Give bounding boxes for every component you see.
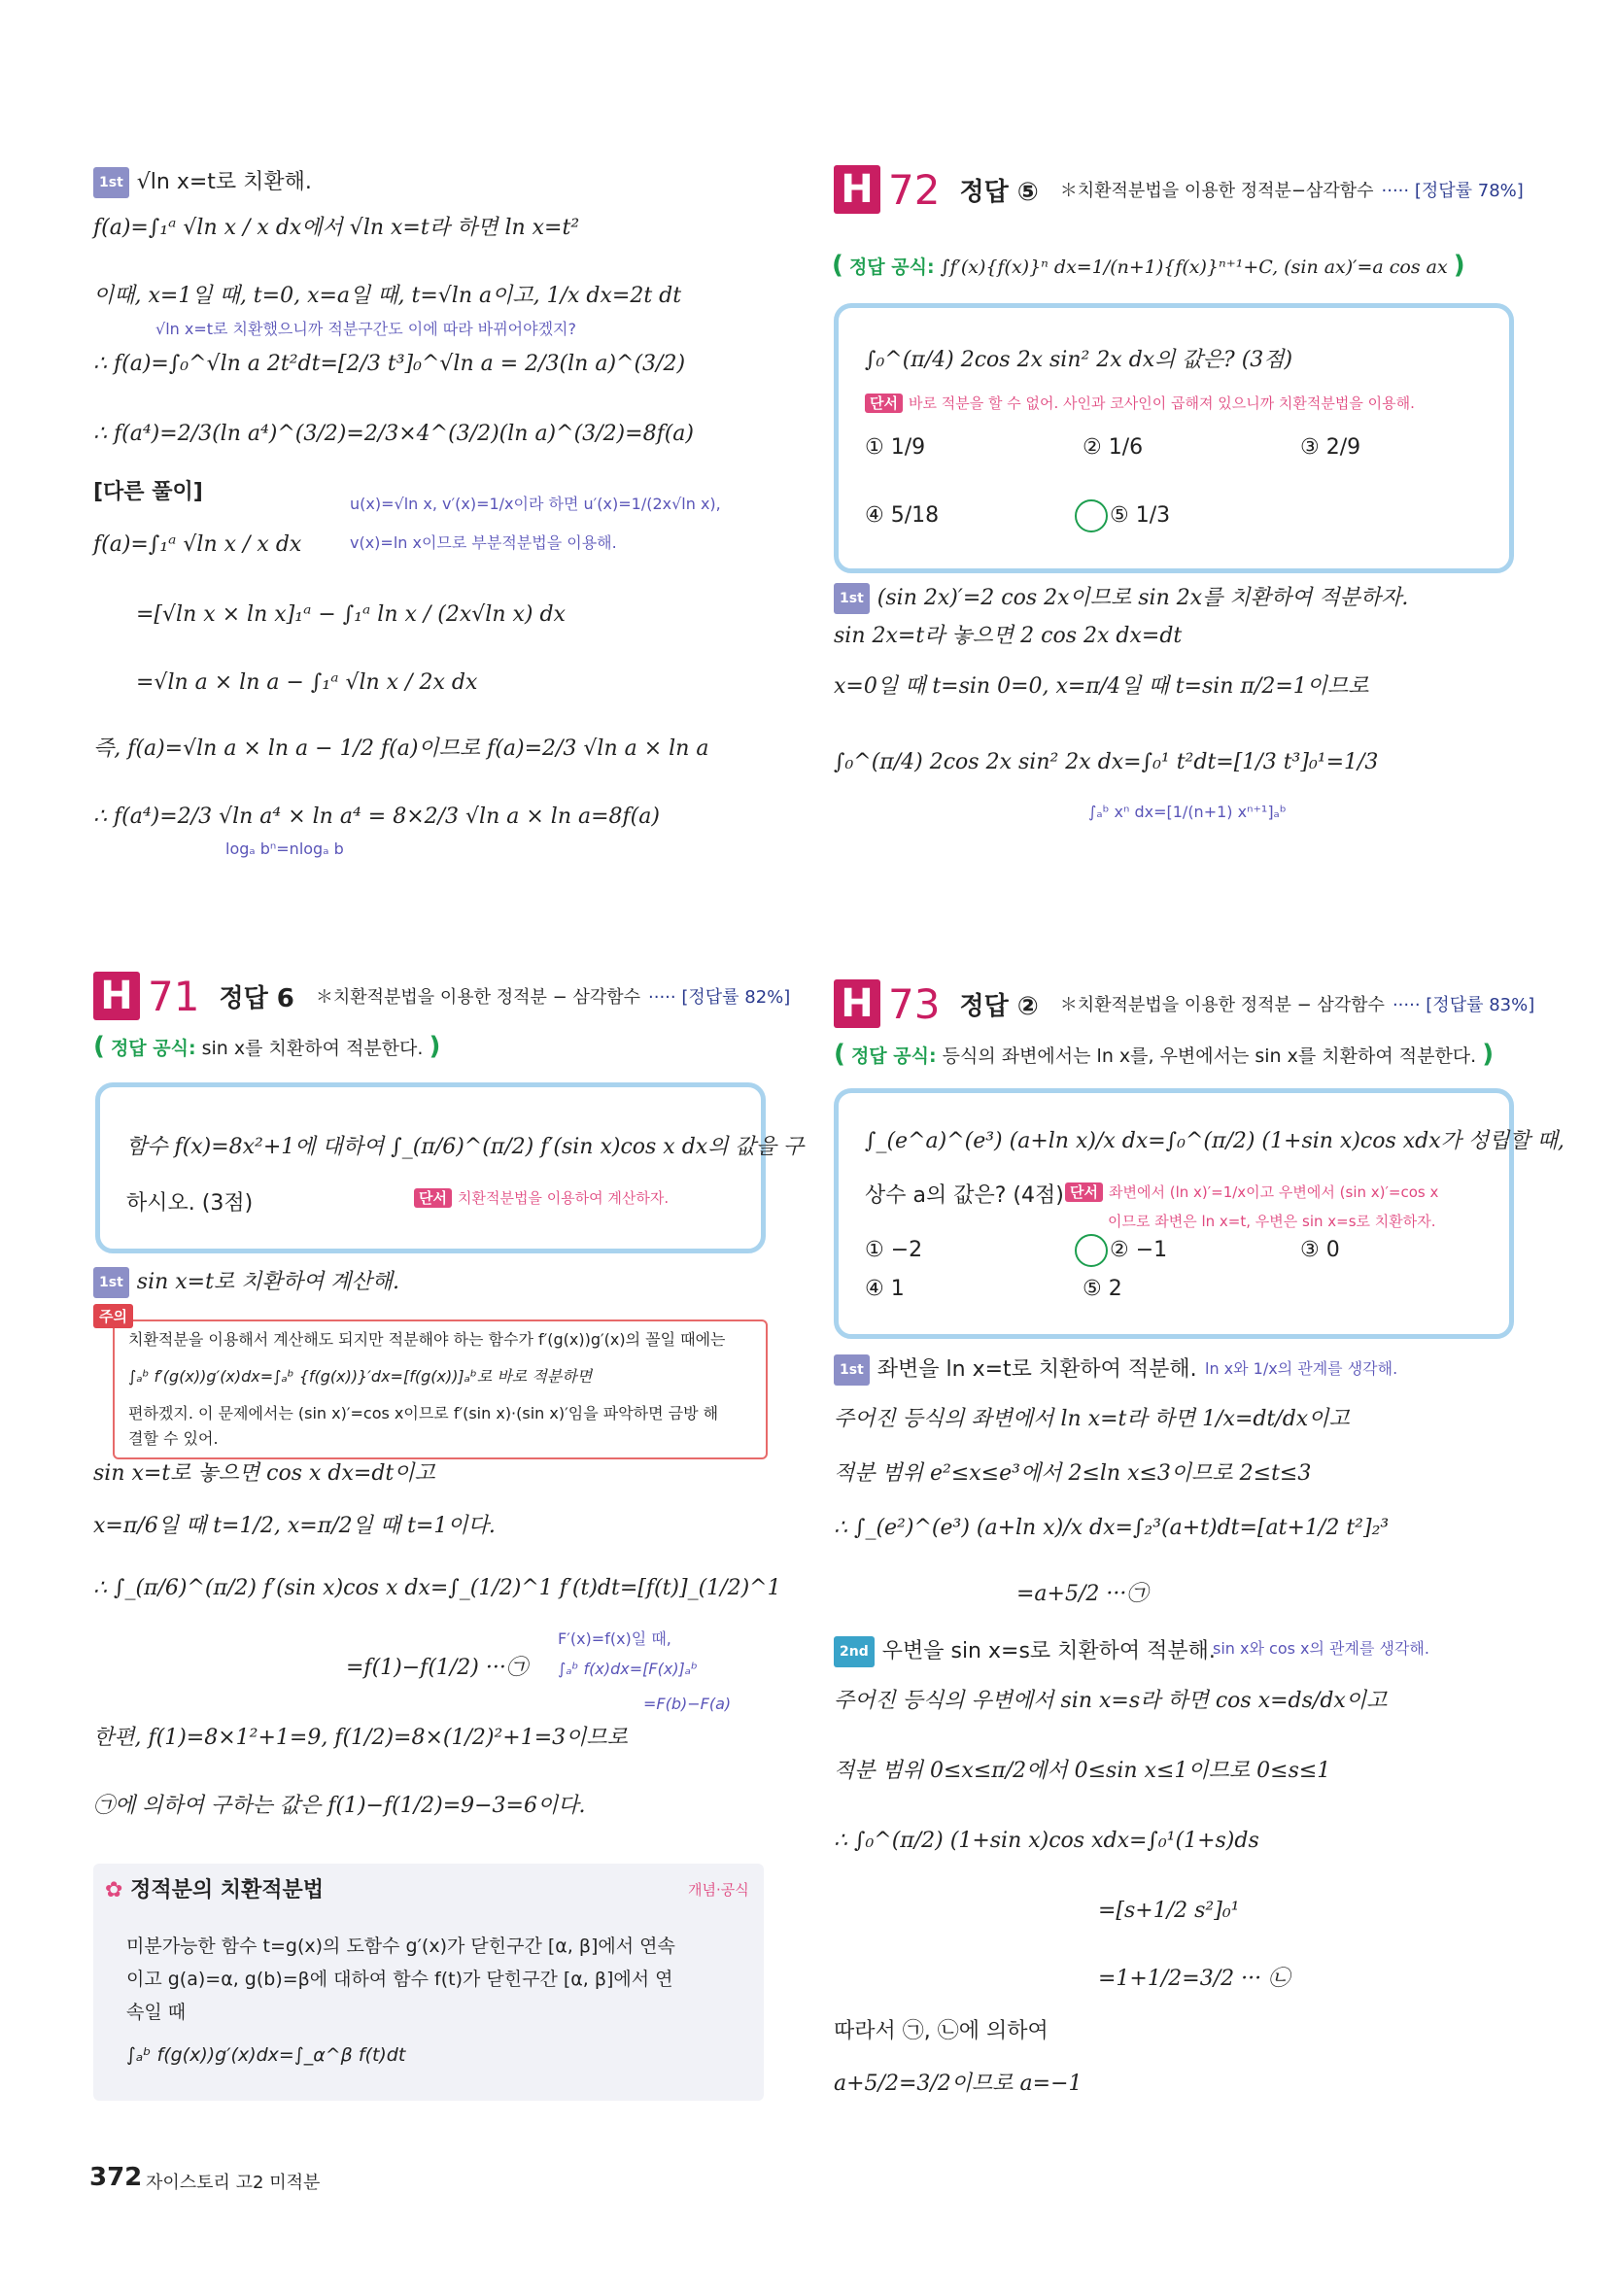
- eq-line: ∴ ∫_(e²)^(e³) (a+ln x)/x dx=∫₂³(a+t)dt=[at+1/2 t²]₂³: [834, 1516, 1390, 1540]
- eq-line: ∴ ∫₀^(π/2) (1+sin x)cos xdx=∫₀¹(1+s)ds: [834, 1829, 1259, 1853]
- side-note: v(x)=ln x이므로 부분적분법을 이용해.: [350, 533, 617, 552]
- side-note: u(x)=√ln x, v′(x)=1/x이라 하면 u′(x)=1/(2x√ln x),: [350, 495, 721, 513]
- q71-step1: 1st sin x=t로 치환하여 계산해.: [93, 1267, 399, 1298]
- q72-step1: 1st (sin 2x)′=2 cos 2x이므로 sin 2x를 치환하여 적분하자.: [834, 583, 1408, 614]
- option-2-selected[interactable]: ② −1: [1075, 1234, 1167, 1267]
- hint: 단서 치환적분법을 이용하여 계산하자.: [414, 1187, 669, 1208]
- question-box-71: [95, 1082, 766, 1253]
- step-tag: 2nd: [834, 1636, 875, 1667]
- correct-rate: ····· [정답률 78%]: [1381, 181, 1524, 201]
- question-text: 상수 a의 값은? (4점): [865, 1183, 1064, 1208]
- step-tag: 1st: [93, 167, 129, 198]
- side-note: ∫ₐᵇ xⁿ dx=[1/(n+1) xⁿ⁺¹]ₐᵇ: [1088, 803, 1287, 821]
- eq-line: sin 2x=t라 놓으면 2 cos 2x dx=dt: [834, 624, 1183, 648]
- problem-letter: H: [834, 979, 880, 1028]
- eq-line: a+5/2=3/2이므로 a=−1: [834, 2072, 1083, 2096]
- concept-tag: 개념·공식: [688, 1881, 749, 1899]
- concept-formula: ∫ₐᵇ f(g(x))g′(x)dx=∫_α^β f(t)dt: [126, 2044, 406, 2066]
- topic: ＊치환적분법을 이용한 정적분−삼각함수: [1059, 181, 1374, 201]
- caution-text: 결할 수 있어.: [128, 1429, 219, 1448]
- side-note: F′(x)=f(x)일 때,: [558, 1629, 671, 1648]
- answer-formula: ( 정답 공식: ∫f′(x){f(x)}ⁿ dx=1/(n+1){f(x)}ⁿ⁺¹+C, (sin ax)′=a cos ax ): [832, 251, 1465, 280]
- hint: 이므로 좌변은 ln x=t, 우변은 sin x=s로 치환하자.: [1108, 1213, 1436, 1230]
- concept-text: 이고 g(a)=α, g(b)=β에 대하여 함수 f(t)가 닫힌구간 [α, β]에서 연: [126, 1969, 673, 1990]
- answer-formula: ( 정답 공식: sin x를 치환하여 적분한다. ): [93, 1032, 441, 1061]
- eq-line: 즉, f(a)=√ln a × ln a − 1/2 f(a)이므로 f(a)=2/3 √ln a × ln a: [93, 737, 709, 761]
- caution-text: 치환적분을 이용해서 계산해도 되지만 적분해야 하는 함수가 f′(g(x))g′(x)의 꼴일 때에는: [128, 1330, 726, 1349]
- problem-letter: H: [834, 165, 880, 214]
- selected-circle-icon: [1075, 499, 1108, 532]
- side-note: =F(b)−F(a): [643, 1695, 732, 1713]
- eq-line: 한편, f(1)=8×1²+1=9, f(1/2)=8×(1/2)²+1=3이므로: [93, 1726, 628, 1750]
- hint: 단서 바로 적분을 할 수 없어. 사인과 코사인이 곱해져 있으니까 치환적분법을 이용해.: [865, 393, 1415, 413]
- caution-tag: 주의: [93, 1304, 133, 1328]
- question-box-72: [834, 303, 1514, 573]
- eq-line: x=π/6일 때 t=1/2, x=π/2일 때 t=1이다.: [93, 1514, 496, 1538]
- step-tag: 1st: [834, 1354, 870, 1386]
- eq-line: 적분 범위 0≤x≤π/2에서 0≤sin x≤1이므로 0≤s≤1: [834, 1759, 1331, 1783]
- eq-line: sin x=t로 놓으면 cos x dx=dt이고: [93, 1461, 435, 1486]
- answer: 정답 6: [219, 983, 294, 1013]
- eq-line: 적분 범위 e²≤x≤e³에서 2≤ln x≤3이므로 2≤t≤3: [834, 1461, 1312, 1486]
- eq-line: =[√ln x × ln x]₁ᵃ − ∫₁ᵃ ln x / (2x√ln x) dx: [136, 602, 566, 627]
- eq-line: 주어진 등식의 우변에서 sin x=s라 하면 cos x=ds/dx이고: [834, 1689, 1388, 1713]
- eq-line: ∴ f(a)=∫₀^√ln a 2t²dt=[2/3 t³]₀^√ln a = 2/3(ln a)^(3/2): [93, 352, 686, 376]
- side-note: logₐ bⁿ=nlogₐ b: [225, 840, 344, 858]
- problem-header-73: [834, 979, 1534, 1028]
- answer: 정답 ⑤: [959, 177, 1039, 207]
- alt-solution-heading: [다른 풀이]: [93, 480, 203, 504]
- problem-number: 72: [888, 165, 941, 214]
- side-note: sin x와 cos x의 관계를 생각해.: [1213, 1639, 1429, 1658]
- option-2[interactable]: ② 1/6: [1083, 435, 1144, 460]
- problem-header-71: [93, 972, 790, 1020]
- selected-circle-icon: [1075, 1234, 1108, 1267]
- book-title: 자이스토리 고2 미적분: [146, 2173, 321, 2193]
- side-note: √ln x=t로 치환했으니까 적분구간도 이에 따라 바뀌어야겠지?: [155, 320, 576, 338]
- option-4[interactable]: ④ 1: [865, 1277, 905, 1301]
- topic: ＊치환적분법을 이용한 정적분 − 삼각함수: [315, 987, 641, 1008]
- correct-rate: ····· [정답률 83%]: [1392, 995, 1535, 1015]
- option-3[interactable]: ③ 0: [1300, 1238, 1340, 1262]
- problem-number: 73: [888, 979, 941, 1028]
- side-note: ∫ₐᵇ f(x)dx=[F(x)]ₐᵇ: [558, 1660, 698, 1678]
- question-text: ∫₀^(π/4) 2cos 2x sin² 2x dx의 값은? (3점): [865, 348, 1293, 372]
- question-text: ∫_(e^a)^(e³) (a+ln x)/x dx=∫₀^(π/2) (1+sin x)cos xdx가 성립할 때,: [865, 1129, 1564, 1153]
- eq-line: =√ln a × ln a − ∫₁ᵃ √ln x / 2x dx: [136, 670, 478, 695]
- caution-text: ∫ₐᵇ f′(g(x))g′(x)dx=∫ₐᵇ {f(g(x))}′dx=[f(g(x))]ₐᵇ로 바로 적분하면: [128, 1367, 593, 1386]
- concept-text: 속일 때: [126, 2002, 187, 2023]
- option-1[interactable]: ① 1/9: [865, 435, 926, 460]
- topic: ＊치환적분법을 이용한 정적분 − 삼각함수: [1059, 995, 1385, 1015]
- option-4[interactable]: ④ 5/18: [865, 503, 940, 528]
- correct-rate: ····· [정답률 82%]: [648, 987, 791, 1008]
- question-text: 하시오. (3점): [126, 1191, 254, 1216]
- hint: 단서 좌변에서 (ln x)′=1/x이고 우변에서 (sin x)′=cos x: [1065, 1182, 1438, 1202]
- eq-line: =1+1/2=3/2 ··· ㉡: [1098, 1967, 1290, 1991]
- page-number: 372: [89, 2163, 143, 2192]
- eq-line: f(a)=∫₁ᵃ √ln x / x dx: [93, 532, 302, 557]
- concept-text: 미분가능한 함수 t=g(x)의 도함수 g′(x)가 닫힌구간 [α, β]에서 연속: [126, 1936, 675, 1957]
- concept-heading: ✿ 정적분의 치환적분법: [105, 1878, 325, 1902]
- question-text: 함수 f(x)=8x²+1에 대하여 ∫_(π/6)^(π/2) f′(sin x)cos x dx의 값을 구: [126, 1135, 805, 1159]
- eq-line: ㉠에 의하여 구하는 값은 f(1)−f(1/2)=9−3=6이다.: [93, 1794, 586, 1818]
- eq-line: ∴ ∫_(π/6)^(π/2) f′(sin x)cos x dx=∫_(1/2)^1 f′(t)dt=[f(t)]_(1/2)^1: [93, 1576, 781, 1600]
- step-tag: 1st: [834, 583, 870, 614]
- left-step1: 1st √ln x=t로 치환해.: [93, 167, 312, 198]
- option-1[interactable]: ① −2: [865, 1238, 923, 1262]
- option-3[interactable]: ③ 2/9: [1300, 435, 1361, 460]
- eq-line: x=0일 때 t=sin 0=0, x=π/4일 때 t=sin π/2=1이므로: [834, 674, 1369, 699]
- eq-line: ∫₀^(π/4) 2cos 2x sin² 2x dx=∫₀¹ t²dt=[1/3 t³]₀¹=1/3: [834, 750, 1379, 774]
- option-5-selected[interactable]: ⑤ 1/3: [1075, 499, 1170, 532]
- eq-line: =[s+1/2 s²]₀¹: [1098, 1899, 1240, 1923]
- eq-line: ∴ f(a⁴)=2/3(ln a⁴)^(3/2)=2/3×4^(3/2)(ln a)^(3/2)=8f(a): [93, 422, 694, 446]
- caution-text: 편하겠지. 이 문제에서는 (sin x)′=cos x이므로 f′(sin x)·(sin x)′임을 파악하면 금방 해: [128, 1404, 719, 1422]
- eq-line: f(a)=∫₁ᵃ √ln x / x dx에서 √ln x=t라 하면 ln x=t²: [93, 216, 580, 240]
- eq-line: =a+5/2 ···㉠: [1016, 1582, 1149, 1606]
- step-tag: 1st: [93, 1267, 129, 1298]
- q73-step2: 2nd 우변을 sin x=s로 치환하여 적분해.: [834, 1636, 1216, 1667]
- q73-step1: 1st 좌변을 ln x=t로 치환하여 적분해.: [834, 1354, 1197, 1386]
- side-note: ln x와 1/x의 관계를 생각해.: [1205, 1359, 1398, 1378]
- problem-letter: H: [93, 972, 140, 1020]
- answer-formula: ( 정답 공식: 등식의 좌변에서는 ln x를, 우변에서는 sin x를 치환하여 적분한다. ): [834, 1040, 1495, 1069]
- answer: 정답 ②: [959, 991, 1039, 1021]
- eq-line: 따라서 ㉠, ㉡에 의하여: [834, 2019, 1049, 2043]
- eq-line: ∴ f(a⁴)=2/3 √ln a⁴ × ln a⁴ = 8×2/3 √ln a × ln a=8f(a): [93, 805, 660, 829]
- eq-line: =f(1)−f(1/2) ···㉠: [346, 1656, 528, 1680]
- problem-number: 71: [148, 972, 200, 1020]
- eq-line: 이때, x=1일 때, t=0, x=a일 때, t=√ln a이고, 1/x dx=2t dt: [93, 284, 682, 308]
- option-5[interactable]: ⑤ 2: [1083, 1277, 1122, 1301]
- eq-line: 주어진 등식의 좌변에서 ln x=t라 하면 1/x=dt/dx이고: [834, 1407, 1350, 1431]
- problem-header-72: [834, 165, 1524, 214]
